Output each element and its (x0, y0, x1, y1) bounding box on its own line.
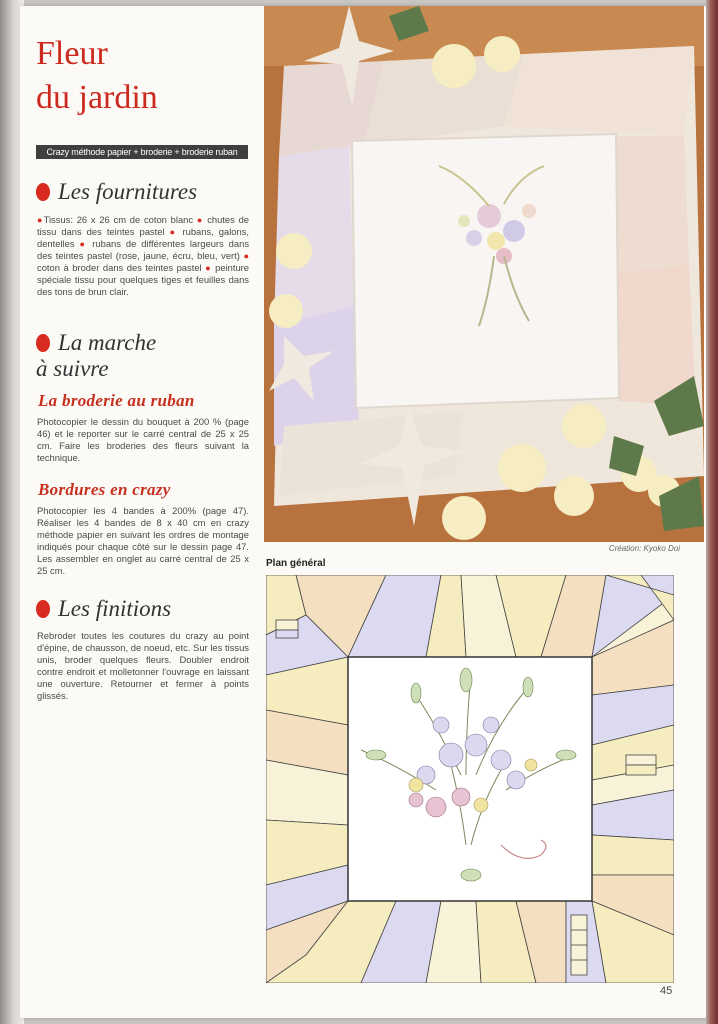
red-bullet-icon: ● (79, 239, 88, 249)
photo-credit: Création: Kyoko Doi (608, 544, 680, 553)
heading-broderie-ruban: La broderie au ruban (38, 391, 195, 410)
fournitures-list (37, 214, 249, 298)
heading-finitions-text: Les finitions (58, 596, 172, 621)
fourniture-item-3: rubans, galons, dentelles (37, 226, 250, 249)
red-bullet-icon: ● (243, 251, 249, 261)
heading-bordures-crazy: Bordures en crazy (38, 480, 171, 499)
fourniture-item-2: chutes de tissu dans des teintes pastel (37, 214, 250, 237)
fourniture-item-4: rubans de différentes largeurs dans des teintes pastel (rose, jaune, écru, bleu, vert) (37, 238, 250, 261)
title-line-2: du jardin (36, 79, 158, 116)
title-line-1: Fleur (36, 35, 108, 72)
red-bullet-icon (36, 334, 50, 352)
finitions-text: Rebroder toutes les coutures du crazy au point d'épine, de chausson, de noeud, etc. Sur les tissus unis, broder quelques fleurs. Doubler endroit contre endroit et molletonner l'ouvrage en laissant une ouverture. Retourner et fermer à points glissés. (37, 630, 249, 701)
red-bullet-icon: ● (37, 215, 44, 225)
subtitle-bar: Crazy méthode papier + broderie + broderie ruban (36, 145, 248, 159)
fourniture-item-6: peinture spéciale tissu pour quelques tiges et feuilles dans des tons de brun clair. (37, 262, 250, 297)
red-bullet-icon: ● (169, 227, 178, 237)
heading-marche-line-2: à suivre (36, 356, 109, 381)
page-title (36, 32, 158, 120)
heading-finitions (36, 596, 171, 622)
page-edge (706, 0, 718, 1024)
quilt-photo (264, 6, 704, 542)
red-bullet-icon (36, 183, 50, 201)
broderie-ruban-text: Photocopier le dessin du bouquet à 200 % (page 46) et le reporter sur le carré central de 25 x 25 cm. Faire les broderies des fleurs suivant la technique. (37, 416, 249, 463)
fourniture-item-1: Tissus: 26 x 26 cm de coton blanc (43, 214, 194, 225)
red-bullet-icon: ● (196, 215, 204, 225)
heading-fournitures (36, 179, 197, 205)
quilt-photo-icon (264, 6, 704, 542)
fourniture-item-5: coton à broder dans des teintes pastel (37, 262, 202, 273)
bordures-crazy-text: Photocopier les 4 bandes à 200% (page 47). Réaliser les 4 bandes de 8 x 40 cm en crazy méthode papier en suivant les ordres de montage indiqués pour chaque côté sur le dessin page 47. Les assembler en onglet au carré central de 25 x 25 cm. (37, 505, 249, 576)
page-number: 45 (660, 985, 673, 997)
plan-general-diagram (266, 575, 674, 983)
red-bullet-icon: ● (205, 263, 212, 273)
red-bullet-icon (36, 600, 50, 618)
plan-general-label: Plan général (266, 558, 326, 569)
heading-marche (36, 330, 156, 382)
heading-fournitures-text: Les fournitures (58, 179, 198, 204)
heading-marche-line-1: La marche (58, 330, 157, 355)
